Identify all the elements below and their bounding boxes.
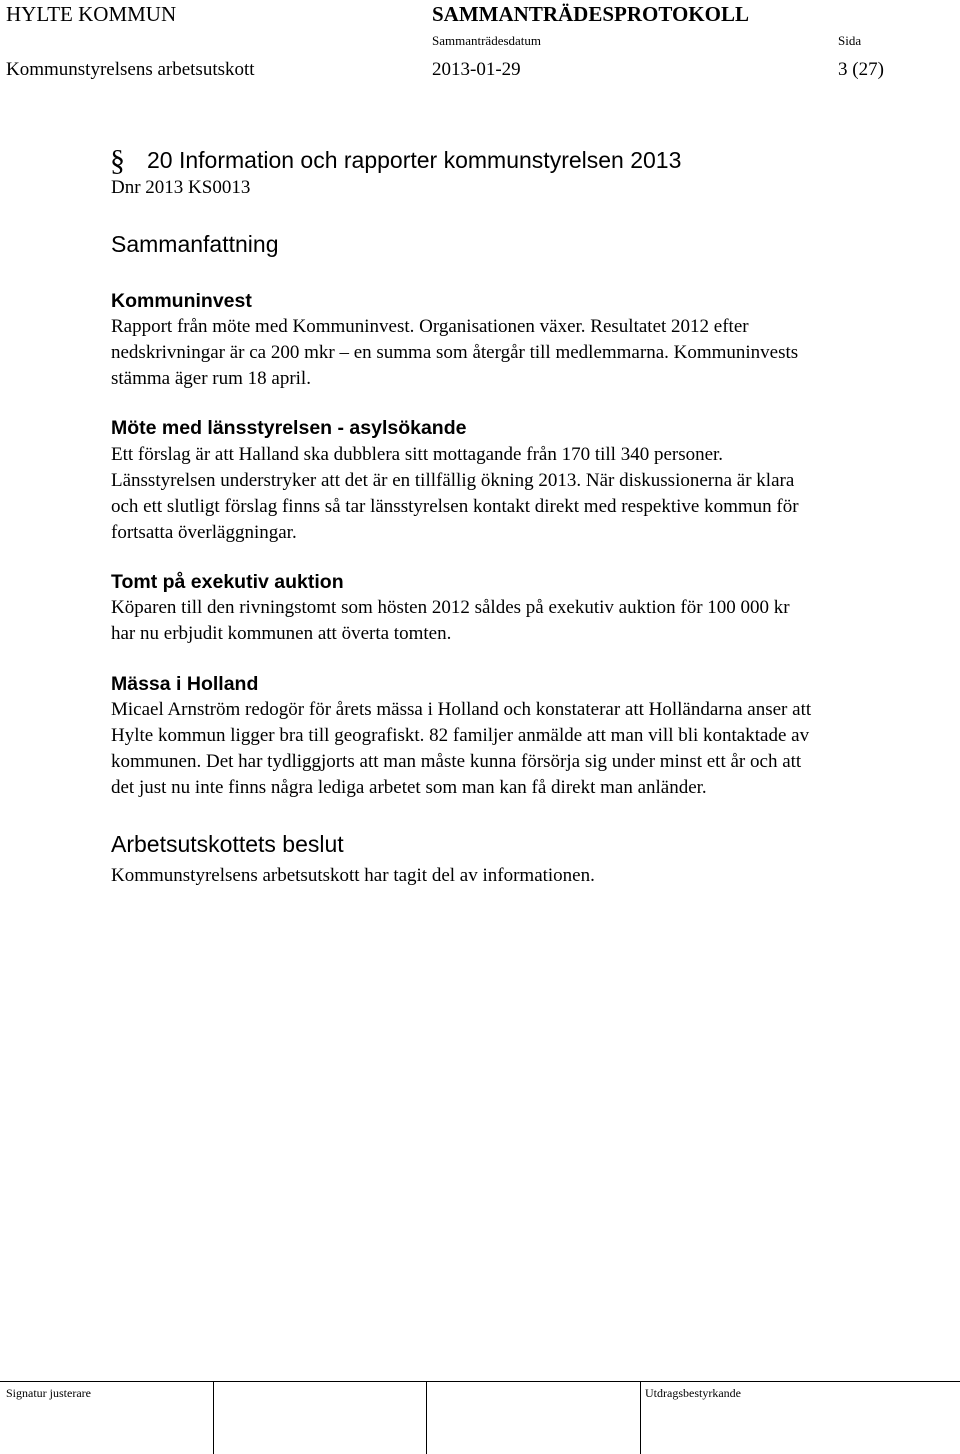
- item-heading: Möte med länsstyrelsen - asylsökande: [111, 417, 467, 439]
- footer-column-divider: [640, 1381, 641, 1454]
- committee-name: Kommunstyrelsens arbetsutskott: [6, 59, 255, 80]
- item-text-line: kommunen. Det har tydliggjorts att man måste kunna försörja sig under minst ett år och att: [111, 751, 802, 772]
- item-text-line: det just nu inte finns några lediga arbetet som man kan få direkt man anländer.: [111, 777, 707, 798]
- footer-column-divider: [213, 1381, 214, 1454]
- item-text-line: Länsstyrelsen understryker att det är en tillfällig ökning 2013. När diskussionerna är klara: [111, 470, 795, 491]
- decision-heading: Arbetsutskottets beslut: [111, 831, 344, 857]
- item-text-line: Köparen till den rivningstomt som hösten 2012 såldes på exekutiv auktion för 100 000 kr: [111, 597, 790, 618]
- page-number: 3 (27): [838, 59, 884, 80]
- item-text-line: och ett slutligt förslag finns så tar länsstyrelsen kontakt direkt med respektive kommun för: [111, 496, 799, 517]
- signature-label: Signatur justerare: [6, 1386, 91, 1400]
- item-text-line: Micael Arnström redogör för årets mässa i Holland och konstaterar att Holländarna anser att: [111, 699, 812, 720]
- diary-number: Dnr 2013 KS0013: [111, 177, 251, 198]
- decision-text: Kommunstyrelsens arbetsutskott har tagit del av informationen.: [111, 865, 595, 886]
- item-text-line: fortsatta överläggningar.: [111, 522, 297, 543]
- item-text-line: nedskrivningar är ca 200 mkr – en summa som återgår till medlemmarna. Kommuninvests: [111, 342, 799, 363]
- item-heading: Tomt på exekutiv auktion: [111, 571, 344, 593]
- item-text-line: stämma äger rum 18 april.: [111, 368, 311, 389]
- item-text-line: har nu erbjudit kommunen att överta tomten.: [111, 623, 452, 644]
- extract-certification-label: Utdragsbestyrkande: [645, 1386, 741, 1400]
- footer-column-divider: [426, 1381, 427, 1454]
- item-text-line: Rapport från möte med Kommuninvest. Organisationen växer. Resultatet 2012 efter: [111, 316, 749, 337]
- meeting-date: 2013-01-29: [432, 59, 521, 80]
- document-type: SAMMANTRÄDESPROTOKOLL: [432, 2, 749, 26]
- item-text-line: Hylte kommun ligger bra till geografiskt. 82 familjer anmälde att man vill bli kontaktade av: [111, 725, 810, 746]
- item-heading: Mässa i Holland: [111, 673, 259, 695]
- page-label: Sida: [838, 33, 862, 48]
- summary-heading: Sammanfattning: [111, 231, 279, 257]
- municipality-name: HYLTE KOMMUN: [6, 2, 177, 26]
- item-text-line: Ett förslag är att Halland ska dubblera sitt mottagande från 170 till 340 personer.: [111, 444, 724, 465]
- date-label: Sammanträdesdatum: [432, 33, 542, 48]
- section-title: 20 Information och rapporter kommunstyrelsen 2013: [147, 147, 682, 173]
- item-heading: Kommuninvest: [111, 290, 252, 312]
- footer-divider: [0, 1381, 960, 1382]
- paragraph-symbol: §: [110, 144, 125, 177]
